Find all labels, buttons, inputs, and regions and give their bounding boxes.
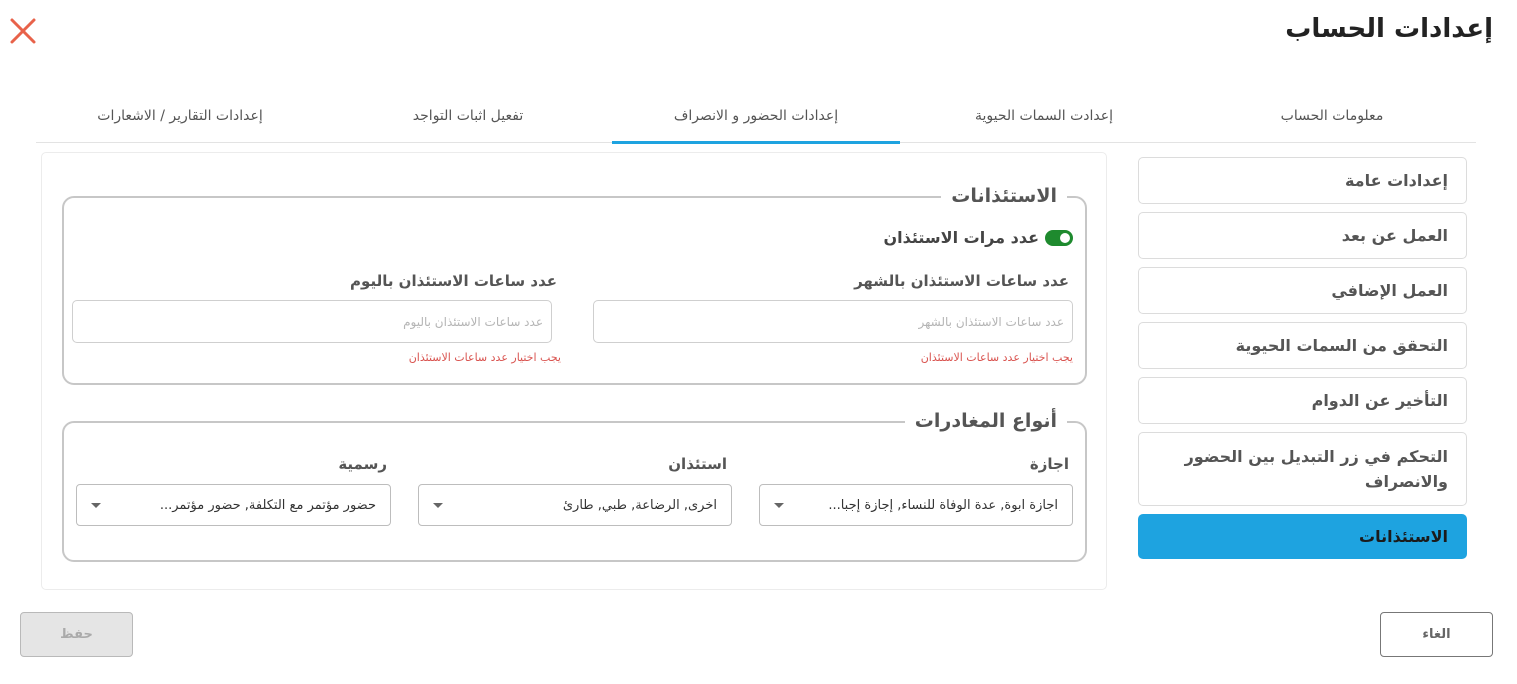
vacation-label: اجازة: [1029, 455, 1069, 473]
page-title: إعدادات الحساب: [1285, 14, 1493, 44]
official-label: رسمية: [338, 455, 387, 473]
vacation-select-value: اجازة ابوة, عدة الوفاة للنساء, إجازة إجبا...: [828, 497, 1058, 513]
toggle-knob: [1060, 233, 1070, 243]
side-item-biometric-verification[interactable]: التحقق من السمات الحيوية: [1138, 322, 1467, 369]
official-select[interactable]: [76, 484, 391, 526]
leave-types-section: [62, 410, 1087, 562]
permission-count-toggle-row: [883, 228, 1073, 247]
chevron-down-icon: [91, 503, 101, 508]
daily-hours-label: عدد ساعات الاستئذان باليوم: [350, 272, 557, 290]
side-item-overtime[interactable]: العمل الإضافي: [1138, 267, 1467, 314]
leave-types-legend: أنواع المغادرات: [905, 409, 1067, 433]
chevron-down-icon: [433, 503, 443, 508]
permissions-section: [62, 185, 1087, 385]
permission-type-select-value: اخرى, الرضاعة, طبي, طارئ: [562, 497, 717, 513]
monthly-hours-error: يجب اختيار عدد ساعات الاستئذان: [920, 351, 1073, 364]
settings-side-nav: [1138, 157, 1467, 567]
permission-count-toggle[interactable]: [1045, 230, 1073, 246]
chevron-down-icon: [774, 503, 784, 508]
official-select-value: حضور مؤتمر مع التكلفة, حضور مؤتمر...: [159, 497, 376, 513]
permission-count-label: عدد مرات الاستئذان: [883, 228, 1039, 247]
side-item-permissions[interactable]: الاستئذانات: [1138, 514, 1467, 559]
permissions-legend: الاستئذانات: [941, 184, 1067, 208]
main-panel: [41, 152, 1107, 590]
tab-presence-verification[interactable]: تفعيل اثبات التواجد: [412, 107, 524, 124]
monthly-hours-label: عدد ساعات الاستئذان بالشهر: [854, 272, 1069, 290]
tab-bar: [36, 88, 1476, 143]
side-item-toggle-control[interactable]: التحكم في زر التبديل بين الحضور والانصراف: [1138, 432, 1467, 506]
side-item-lateness[interactable]: التأخير عن الدوام: [1138, 377, 1467, 424]
side-item-remote-work[interactable]: العمل عن بعد: [1138, 212, 1467, 259]
monthly-hours-input[interactable]: [593, 300, 1073, 343]
close-button[interactable]: [8, 16, 38, 46]
tab-attendance-settings[interactable]: إعدادات الحضور و الانصراف: [612, 88, 900, 143]
vacation-select[interactable]: [759, 484, 1073, 526]
tab-account-info[interactable]: معلومات الحساب: [1280, 107, 1384, 124]
tab-reports-notifications[interactable]: إعدادات التقارير / الاشعارات: [97, 107, 263, 124]
daily-hours-error: يجب اختيار عدد ساعات الاستئذان: [408, 351, 561, 364]
save-button[interactable]: حفظ: [20, 612, 133, 657]
permission-type-select[interactable]: [418, 484, 732, 526]
tab-biometric-settings[interactable]: إعدادت السمات الحيوية: [974, 107, 1114, 124]
daily-hours-input[interactable]: [72, 300, 552, 343]
close-icon: [8, 16, 38, 46]
permission-type-label: استئذان: [668, 455, 727, 473]
side-item-general[interactable]: إعدادات عامة: [1138, 157, 1467, 204]
cancel-button[interactable]: الغاء: [1380, 612, 1493, 657]
